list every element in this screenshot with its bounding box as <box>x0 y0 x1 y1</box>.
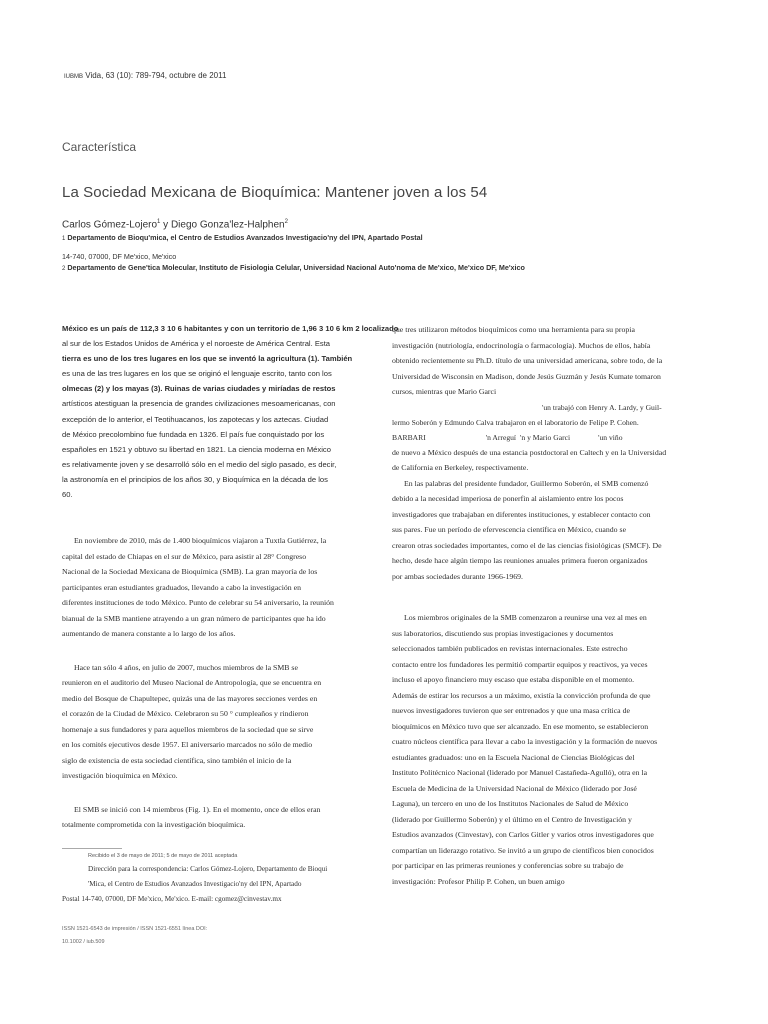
text-line: seleccionados también publicados en revistas internacionales. Este estrecho <box>392 644 628 654</box>
journal-prefix: IUBMB <box>64 74 84 80</box>
text-line: totalmente comprometida con la investigación bioquímica. <box>62 820 246 829</box>
text-line <box>392 430 712 445</box>
text-line: Universidad de Wisconsin en Madison, donde Jesús Guzmán y Jesús Kumate tomaron <box>392 371 661 381</box>
intro-line: olmecas (2) y los mayas (3). Ruinas de varias ciudades y miríadas de restos <box>62 384 336 394</box>
affiliation-1: 1 Departamento de Bioqu'mica, el Centro de Estudios Avanzados Investigacio'ny del IPN, Apartado Postal <box>62 233 423 242</box>
text-line: siglo de existencia de esta sociedad científica, sino también el inicio de la <box>62 755 292 765</box>
text-line: En las palabras del presidente fundador, Guillermo Soberón, el SMB comenzó <box>404 478 649 488</box>
text-line: sus laboratorios, discutiendo sus propias investigaciones y documentos <box>392 628 614 638</box>
text-line: reunieron en el auditorio del Museo Nacional de Antropología, que se encuentra en <box>62 678 322 687</box>
text-line: cursos, mientras que Mario Garci <box>392 387 497 396</box>
text-line: en los comités ejecutivos desde 1957. El aniversario marcados no sólo de medio <box>62 740 313 749</box>
journal-citation <box>64 71 226 80</box>
text-line: aumentando de manera constante a lo largo de los años. <box>62 629 236 638</box>
text-line: hecho, desde hace algún tiempo las reuniones anuales primera fueron organizados <box>392 556 648 566</box>
text-line: estudiantes graduados: uno en la Escuela Nacional de Ciencias Biológicas del <box>392 752 635 762</box>
text-line: obtenido recientemente su Ph.D. título de una universidad americana, sobre todo, de la <box>392 356 663 365</box>
intro-line: de México precolombino fue fundada en 1326. El país fue conquistado por los <box>62 429 325 439</box>
paragraph-3 <box>62 802 407 833</box>
left-body <box>62 533 407 833</box>
text-line: por ambas sociedades durante 1966-1969. <box>392 571 523 581</box>
article-title: La Sociedad Mexicana de Bioquímica: Mantener joven a los 54 <box>62 184 488 201</box>
intro-line: artísticos atestiguan la presencia de grandes civilizaciones mesoamericanas, con <box>62 399 336 409</box>
text-line: investigación (nutriología, endocrinología o farmacología). Muchos de ellos, había <box>392 340 651 350</box>
text-line: Además de estirar los recursos a un máximo, existía la convicción profunda de que <box>392 690 651 700</box>
left-column <box>62 321 407 502</box>
text-line: capital del estado de Chiapas en el sur de México, para asistir al 28° Congreso <box>62 551 307 561</box>
paragraph-2 <box>62 660 407 784</box>
intro-line: la astronomía en el principios de los años 30, y Bioquímica en la década de los <box>62 474 328 484</box>
text-line: lermo Soberón y Edmundo Calva trabajaron en el laboratorio de Felipe P. Cohen. <box>392 417 639 427</box>
footnote-divider <box>62 848 122 849</box>
text-line: contacto entre los fundadores les permitió compartir equipos y reactivos, ya veces <box>392 659 648 669</box>
block-2 <box>392 476 712 585</box>
block-1 <box>392 322 712 476</box>
text-line: Estudios avanzados (Cinvestav), con Carlos Gitler y varios otros investigadores que <box>392 830 654 840</box>
text-line: (liderado por Guillermo Soberón) y el último en el Centro de Investigación y <box>392 814 632 824</box>
text-line: El SMB se inició con 14 miembros (Fig. 1). En el momento, once de ellos eran <box>74 804 321 814</box>
text-line: investigadores que trabajaban en diferentes instituciones, y establecer contacto con <box>392 509 651 519</box>
affiliation-1-cont: 14-740, 07000, DF Me'xico, Me'xico <box>62 252 177 261</box>
author-2-sup: 2 <box>284 219 288 225</box>
text-line: compartían un liderazgo rotativo. Se invitó a un grupo de científicos bien conocidos <box>392 845 654 855</box>
text-fragment: 'un viño <box>598 432 623 442</box>
author-connector: y Diego Gonza'lez-Halphen <box>163 219 285 231</box>
correspondence-note <box>62 862 392 907</box>
journal-reference: Vida, 63 (10): 789-794, octubre de 2011 <box>85 71 227 80</box>
issn-doi <box>62 923 207 949</box>
intro-paragraph <box>62 321 407 502</box>
text-line: de California en Berkeley, respectivamente. <box>392 463 529 473</box>
text-line: cuatro núcleos científica para llevar a cabo la investigación y la formación de nuevos <box>392 737 658 747</box>
intro-line: México es un país de 112,3 3 10 6 habitantes y con un territorio de 1,96 3 10 6 km 2 localizado <box>62 324 399 333</box>
right-column <box>392 322 712 889</box>
text-line: medio del Bosque de Chapultepec, quizás una de las mayores secciones verdes en <box>62 693 318 703</box>
text-line: sus pares. Fue un período de efervescencia científica en México, cuando se <box>392 525 627 535</box>
corr-line: 'Mica, el Centro de Estudios Avanzados Investigacio'ny del IPN, Apartado <box>88 880 302 888</box>
intro-line: al sur de los Estados Unidos de América y el noroeste de América Central. Esta <box>62 339 331 349</box>
paragraph-1 <box>62 533 407 642</box>
text-line: Instituto Politécnico Nacional (liderado por Manuel Castañeda-Agulló), otra en la <box>392 768 648 778</box>
intro-line: excepción de lo anterior, el Teotihuacanos, los zapotecas y los aztecas. Ciudad <box>62 414 329 424</box>
corr-line: Postal 14-740, 07000, DF Me'xico, Me'xico. E-mail: cgomez@cinvestav.mx <box>62 895 282 903</box>
text-line: participantes eran estudiantes graduados, llevando a cabo la investigación en <box>62 582 302 592</box>
intro-line: españoles en 1521 y obtuvo su libertad en 1821. La ciencia moderna en México <box>62 444 331 454</box>
corr-line: Dirección para la correspondencia: Carlos Gómez-Lojero, Departamento de Bioqui <box>88 865 328 873</box>
text-line: por participar en las primeras reuniones y conferencias sobre su trabajo de <box>392 861 624 871</box>
author-1: Carlos Gómez-Lojero <box>62 219 158 231</box>
text-line: Los miembros originales de la SMB comenzaron a reunirse una vez al mes en <box>404 613 647 623</box>
text-fragment: BARBARI <box>392 432 426 442</box>
text-line: En noviembre de 2010, más de 1.400 bioquímicos viajaron a Tuxtla Gutiérrez, la <box>74 536 327 545</box>
text-line: Hace tan sólo 4 años, en julio de 2007, muchos miembros de la SMB se <box>74 662 298 672</box>
block-3 <box>392 610 712 889</box>
text-line: crearon otras sociedades importantes, como el de las ciencias fisiológicas (SMCF). De <box>392 540 662 550</box>
intro-line: tierra es uno de los tres lugares en los que se inventó la agricultura (1). También <box>62 354 353 364</box>
text-fragment: 'n y Mario Garci <box>520 432 571 442</box>
intro-line: es una de las tres lugares en los que se originó el lenguaje escrito, tanto con los <box>62 369 332 379</box>
author-1-sup: 1 <box>157 219 161 225</box>
text-line: incluso el apoyo financiero muy escaso que estaba disponible en el momento. <box>392 675 635 685</box>
author-line <box>62 219 288 230</box>
text-line: Escuela de Medicina de la Universidad Nacional de México (liderado por José <box>392 783 637 793</box>
text-line: Nacional de la Sociedad Mexicana de Bioquímica (SMB). La gran mayoría de los <box>62 567 318 576</box>
issn-line: ISSN 1521-6543 de impresión / ISSN 1521-6551 línea DOI: <box>62 926 208 932</box>
text-line: diferentes instituciones de todo México. Punto de celebrar su 54 aniversario, la reunión <box>62 598 334 607</box>
text-line: que tres utilizaron métodos bioquímicos como una herramienta para su propia <box>392 325 635 334</box>
text-line: debido a la necesidad imperiosa de ponerfin al aislamiento entre los pocos <box>392 494 624 504</box>
text-line: investigación: Profesor Philip P. Cohen, un buen amigo <box>392 876 565 886</box>
intro-line: 60. <box>62 490 73 500</box>
intro-line: es relativamente joven y se desarrolló sólo en el medio del siglo pasado, es decir, <box>62 459 337 469</box>
text-line: el corazón de la Ciudad de México. Celebraron su 50 ° cumpleaños y rindieron <box>62 709 309 718</box>
affiliation-2: 2 Departamento de Gene'tica Molecular, Instituto de Fisiologia Celular, Universidad Nacional Auto'noma de Me'xico, Me'xico DF, Me'xico <box>62 263 525 272</box>
section-label: Característica <box>62 140 137 154</box>
text-line: bioquímicos en México tuvo que ser alcanzado. En ese momento, se establecieron <box>392 721 649 731</box>
text-line: Laguna), un tercero en uno de los Institutos Nacionales de Salud de México <box>392 799 629 809</box>
text-line: nuevos investigadores tuvieron que ser entrenados y que una masa crítica de <box>392 706 630 716</box>
text-line: de nuevo a México después de una estancia postdoctoral en Caltech y en la Universidad <box>392 447 667 457</box>
text-line: homenaje a sus fundadores y para aquellos miembros de la sociedad que se sirve <box>62 724 314 734</box>
doi-line: 10.1002 / iub.509 <box>62 939 105 945</box>
text-line: bianual de la SMB mantiene atrayendo a un gran número de participantes que ha ido <box>62 613 326 623</box>
text-fragment: 'n Arreguí <box>485 432 517 442</box>
text-line: 'un trabajó con Henry A. Lardy, y Guil- <box>542 402 662 412</box>
text-line: investigación bioquímica en México. <box>62 771 178 780</box>
received-note: Recibido el 3 de mayo de 2011; 5 de mayo de 2011 aceptada <box>88 853 238 859</box>
